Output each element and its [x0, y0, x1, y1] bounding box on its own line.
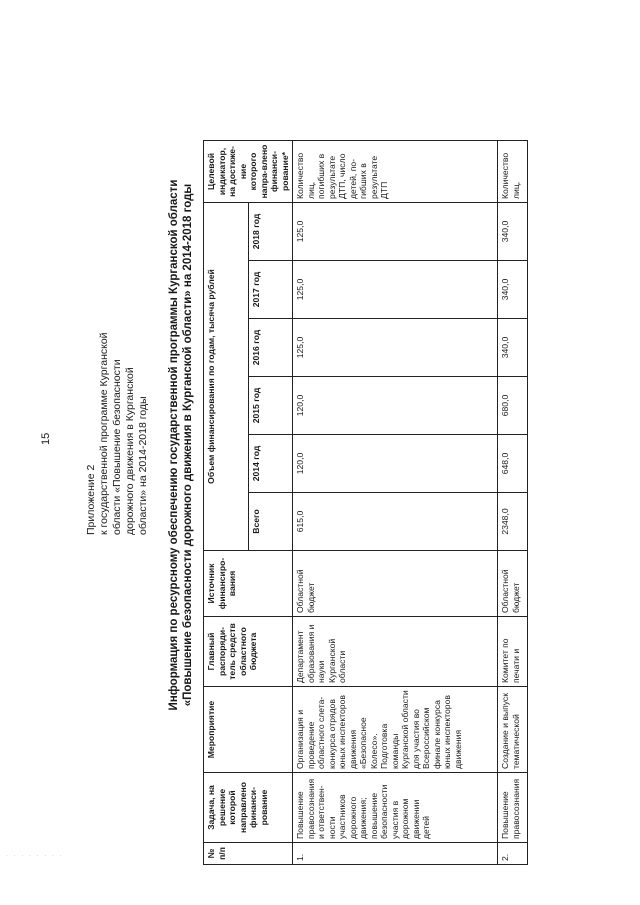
cell-task: Повышение правосознания — [498, 773, 528, 843]
header-event: Мероприятие — [204, 687, 293, 773]
appendix-line: области» на 2014-2018 годы — [137, 396, 149, 535]
cell-task: Повышение правосознания и ответствен-ности участников дорожного движения; повышение безопасности участия в дорожном движении детей — [293, 773, 498, 843]
header-task: Задача, на решение которой направлено финанси-рование — [204, 773, 293, 843]
scan-artifact: · · · · · · · · — [6, 853, 64, 859]
header-total: Всего — [248, 493, 293, 551]
title-line-2: «Повышение безопасности дорожного движения в Курганской области» на 2014-2018 годы — [182, 183, 194, 707]
header-2017: 2017 год — [248, 261, 293, 319]
cell-num: 1. — [293, 843, 498, 865]
cell-2016: 125,0 — [293, 319, 498, 377]
header-manager: Главный распоряди-тель средств областного бюджета — [204, 617, 293, 687]
financing-table — [203, 140, 528, 865]
header-source: Источник финансиро-вания — [204, 551, 293, 617]
cell-2015: 120,0 — [293, 377, 498, 435]
cell-2016: 340,0 — [498, 319, 528, 377]
appendix-line: Приложение 2 — [85, 464, 97, 535]
table-row — [293, 141, 498, 865]
header-2015: 2015 год — [248, 377, 293, 435]
header-row — [204, 141, 249, 865]
cell-source: Областной бюджет — [498, 551, 528, 617]
header-indicator: Целевой индикатор, на достиже-ние которого напра-влено финанси-рование* — [204, 141, 293, 203]
cell-2018: 340,0 — [498, 203, 528, 261]
cell-indicator: Количество лиц, — [498, 141, 528, 203]
cell-2014: 120,0 — [293, 435, 498, 493]
cell-manager: Комитет по печати и — [498, 617, 528, 687]
cell-2014: 648,0 — [498, 435, 528, 493]
cell-event: Организация и проведение областного слета-конкурса отрядов юных инспекторов движения «Безопасное Колесо». Подготовка команды Курганской области для участия во Всероссийском финале конкурса юных инспекторов движения — [293, 687, 498, 773]
cell-event: Создание и выпуск тематической — [498, 687, 528, 773]
title-line-1: Информация по ресурсному обеспечению государственной программы Курганской области — [168, 179, 180, 711]
cell-2018: 125,0 — [293, 203, 498, 261]
appendix-line: к государственной программе Курганской — [98, 332, 110, 535]
header-2016: 2016 год — [248, 319, 293, 377]
cell-2015: 680,0 — [498, 377, 528, 435]
rotated-page-content — [85, 25, 605, 865]
appendix-line: дорожного движения в Курганской — [124, 367, 136, 535]
cell-2017: 125,0 — [293, 261, 498, 319]
cell-total: 615,0 — [293, 493, 498, 551]
appendix-line: области «Повышение безопасности — [111, 359, 123, 535]
header-2014: 2014 год — [248, 435, 293, 493]
page-number: 15 — [40, 432, 52, 445]
header-volume: Объем финансирования по годам, тысяча рублей — [204, 203, 249, 551]
header-num: № п/п — [204, 843, 293, 865]
document-title — [167, 25, 195, 865]
cell-source: Областной бюджет — [293, 551, 498, 617]
cell-2017: 340,0 — [498, 261, 528, 319]
appendix-note — [85, 135, 150, 535]
cell-num: 2. — [498, 843, 528, 865]
header-2018: 2018 год — [248, 203, 293, 261]
cell-indicator: Количество лиц, погибших в результате ДТП, число детей, по-гибших в результате ДТП — [293, 141, 498, 203]
cell-manager: Департамент образования и науки Курганской области — [293, 617, 498, 687]
cell-total: 2348,0 — [498, 493, 528, 551]
table-row — [498, 141, 528, 865]
